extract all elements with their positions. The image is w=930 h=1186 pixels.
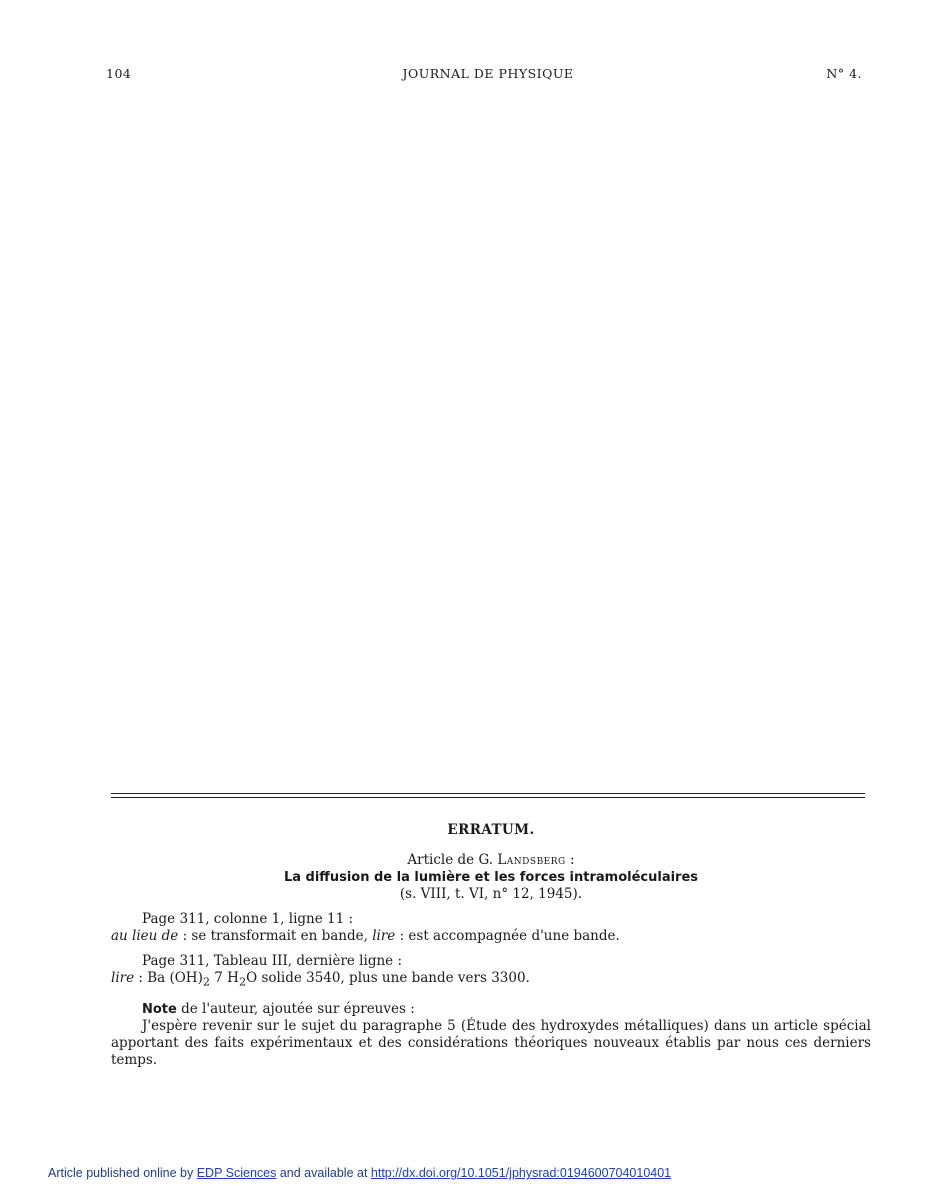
issue-number: N° 4. [826,66,862,81]
journal-title: JOURNAL DE PHYSIQUE [402,66,574,81]
article-reference: (s. VIII, t. VI, n° 12, 1945). [399,886,583,902]
article-suffix: : [565,852,575,868]
correction2-location: Page 311, Tableau III, dernière ligne : [142,953,402,969]
note-label: Note [142,1001,177,1017]
read-label: lire [372,928,396,944]
instead-label: au lieu de [111,928,179,944]
footer-text-1: Article published online by [48,1166,197,1180]
erratum-title: ERRATUM. [447,822,535,838]
formula-part-a: : Ba (OH) [134,970,203,986]
page-header [0,66,930,82]
author-name: Landsberg [497,852,566,868]
formula-part-b: 7 H [210,970,239,986]
article-byline [111,852,871,869]
note-intro: de l'auteur, ajoutée sur épreuves : [176,1000,415,1017]
formula-sub-1: 2 [202,975,211,989]
article-title: La diffusion de la lumière et les forces intramoléculaires [283,870,699,885]
correction1-text [111,928,871,945]
author-note-body: J'espère revenir sur le sujet du paragraphe 5 (Étude des hydroxydes métalliques) dans un article spécial apportant des faits expérimentaux et des considérations théoriques nouveaux établis par nous ces derniers temps. [111,1017,871,1068]
page-number: 104 [106,66,132,81]
correction1-location: Page 311, colonne 1, ligne 11 : [142,911,354,927]
footer-text-2: and available at [276,1166,371,1180]
article-prefix: Article de G. [407,852,494,868]
instead-text: : se transformait en bande, [178,928,373,944]
formula-part-c: O solide 3540, plus une bande vers 3300. [246,970,530,986]
correction2-text [111,970,871,991]
author-note-heading [111,1001,871,1018]
formula-sub-2: 2 [238,975,247,989]
erratum-section [111,822,871,1069]
edp-sciences-link[interactable]: EDP Sciences [196,1166,277,1180]
publication-footer [48,1166,671,1180]
read-label-2: lire [111,970,135,986]
read-text: : est accompagnée d'une bande. [395,928,620,944]
doi-link[interactable]: http://dx.doi.org/10.1051/jphysrad:0194600704010401 [370,1166,672,1180]
section-divider-bottom [111,797,865,798]
section-divider-top [111,793,865,794]
